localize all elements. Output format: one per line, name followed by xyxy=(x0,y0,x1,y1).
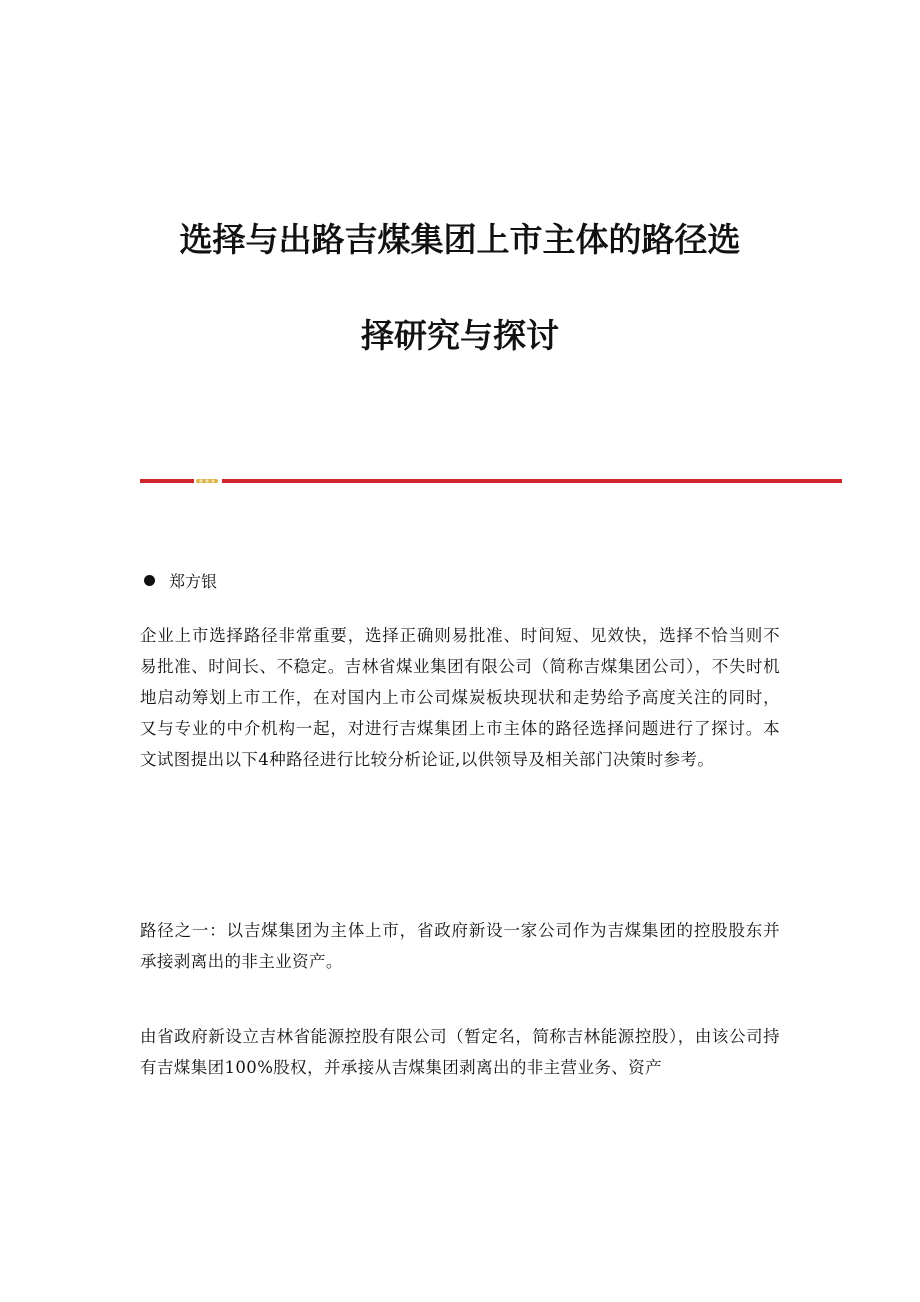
author-name: 郑方银 xyxy=(169,571,218,591)
author-line xyxy=(140,566,217,594)
paragraph-path-one-detail: 由省政府新设立吉林省能源控股有限公司（暂定名，简称吉林能源控股），由该公司持有吉煤集团100%股权，并承接从吉煤集团剥离出的非主营业务、资产 xyxy=(140,1027,780,1077)
title-line-1: 选择与出路吉煤集团上市主体的路径选 xyxy=(179,220,741,259)
bullet-icon xyxy=(144,575,155,586)
ornament-icon xyxy=(196,477,218,485)
title-line-2: 择研究与探讨 xyxy=(361,316,559,355)
divider-right-bar xyxy=(222,479,842,483)
paragraph-intro: 企业上市选择路径非常重要，选择正确则易批准、时间短、见效快，选择不恰当则不易批准、时间长、不稳定。吉林省煤业集团有限公司（简称吉煤集团公司），不失时机地启动筹划上市工作，在对国内上市公司煤炭板块现状和走势给予高度关注的同时，又与专业的中介机构一起，对进行吉煤集团上市主体的路径选择问题进行了探讨。本文试图提出以下4种路径进行比较分析论证,以供领导及相关部门决策时参考。 xyxy=(140,626,780,769)
title-divider xyxy=(140,476,842,486)
divider-left-bar xyxy=(140,479,194,483)
paragraph-path-one: 路径之一：以吉煤集团为主体上市，省政府新设一家公司作为吉煤集团的控股股东并承接剥离出的非主业资产。 xyxy=(140,921,780,971)
